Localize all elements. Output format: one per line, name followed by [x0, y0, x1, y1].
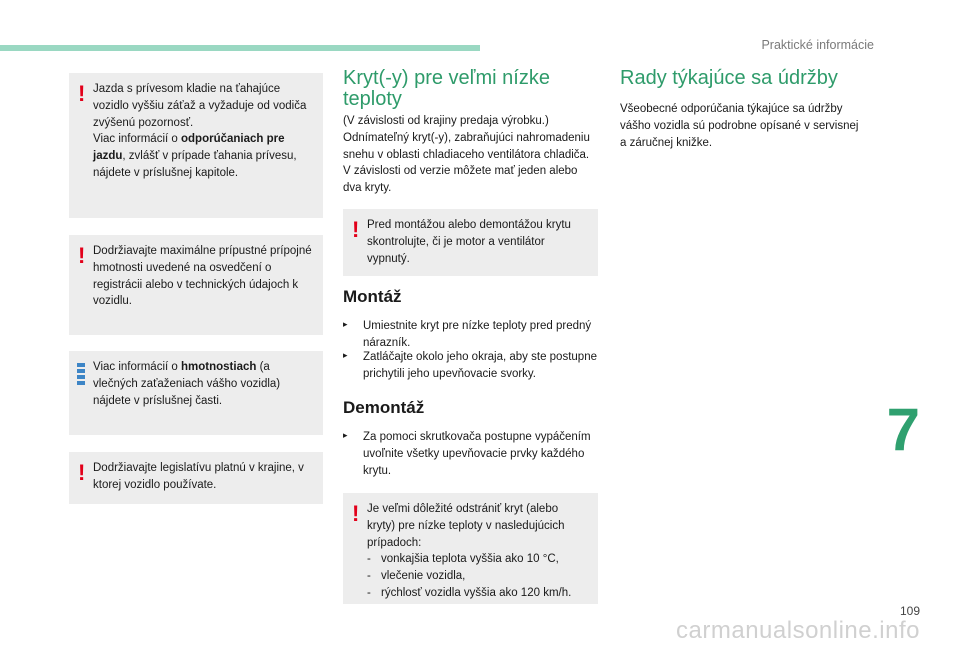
warning-text-more: Viac informácií o odporúčaniach pre jazdu, zvlášť v prípade ťahania prívesu, nájdete v príslušnej kapitole.	[93, 133, 297, 179]
cold-cover-section	[343, 68, 598, 197]
maintenance-text: Všeobecné odporúčania týkajúce sa údržby vášho vozidla sú podrobne opísané v servisnej a záručnej knižke.	[620, 103, 859, 149]
warning-box-trailer	[69, 73, 323, 218]
warning-box-weights	[69, 235, 323, 335]
warning-text: Je veľmi dôležité odstrániť kryt (alebo kryty) pre nízke teploty v nasledujúcich prípadoch:	[367, 503, 565, 549]
list-item: ▸ Umiestnite kryt pre nízke teploty pred predný nárazník.	[343, 319, 592, 349]
section-heading: Kryt(-y) pre veľmi nízke teploty	[343, 67, 550, 110]
arrow-bullet-icon: ▸	[343, 350, 348, 360]
warning-box-remove-cover	[343, 493, 598, 604]
warning-box-legislation	[69, 452, 323, 504]
list-item: - vlečenie vozidla,	[367, 568, 588, 585]
list-item: - rýchlosť vozidla vyššia ako 120 km/h.	[367, 585, 588, 602]
header-accent-bar	[0, 45, 480, 51]
exclamation-warning-icon: !	[78, 243, 86, 268]
section-title: Praktické informácie	[761, 38, 874, 52]
info-icon	[77, 363, 85, 385]
list-item: ▸ Zatláčajte okolo jeho okraja, aby ste postupne prichytili jeho upevňovacie svorky.	[343, 350, 597, 380]
watermark: carmanualsonline.info	[676, 617, 920, 644]
maintenance-section	[620, 68, 865, 151]
page-number: 109	[899, 604, 920, 618]
dismounting-heading: Demontáž	[343, 398, 425, 417]
exclamation-warning-icon: !	[78, 460, 86, 485]
intro-description: Odnímateľný kryt(-y), zabraňujúci nahromadeniu snehu v oblasti chladiaceho ventilátora chladiča.	[343, 131, 590, 161]
list-item: - vonkajšia teplota vyššia ako 10 °C,	[367, 551, 588, 568]
warning-text: Dodržiavajte legislatívu platnú v krajine, v ktorej vozidlo používate.	[93, 462, 304, 491]
intro-versions: V závislosti od verzie môžete mať jeden alebo dva kryty.	[343, 165, 578, 195]
mounting-heading: Montáž	[343, 287, 402, 306]
conditions-list	[367, 551, 588, 601]
warning-text: Jazda s prívesom kladie na ťahajúce vozidlo vyššiu záťaž a vyžaduje od vodiča zvýšenú pozornosť.	[93, 83, 307, 129]
list-item: ▸ Za pomoci skrutkovača postupne vypáčením uvoľnite všetky upevňovacie prvky každého krytu.	[343, 430, 591, 477]
info-box-weights	[69, 351, 323, 435]
exclamation-warning-icon: !	[352, 217, 360, 242]
arrow-bullet-icon: ▸	[343, 319, 348, 329]
chapter-number: 7	[886, 396, 920, 463]
info-text: Viac informácií o hmotnostiach (a vlečných zaťaženiach vášho vozidla) nájdete v príslušnej časti.	[93, 361, 281, 407]
warning-text: Pred montážou alebo demontážou krytu skontrolujte, či je motor a ventilátor vypnutý.	[367, 219, 571, 265]
exclamation-warning-icon: !	[78, 81, 86, 106]
section-heading: Rady týkajúce sa údržby	[620, 67, 838, 89]
arrow-bullet-icon: ▸	[343, 430, 348, 440]
exclamation-warning-icon: !	[352, 501, 360, 526]
warning-text: Dodržiavajte maximálne prípustné prípojné hmotnosti uvedené na osvedčení o registrácii alebo v technických údajoch k vozidlu.	[93, 245, 312, 308]
warning-box-engine-off	[343, 209, 598, 276]
intro-country: (V závislosti od krajiny predaja výrobku.)	[343, 115, 549, 127]
